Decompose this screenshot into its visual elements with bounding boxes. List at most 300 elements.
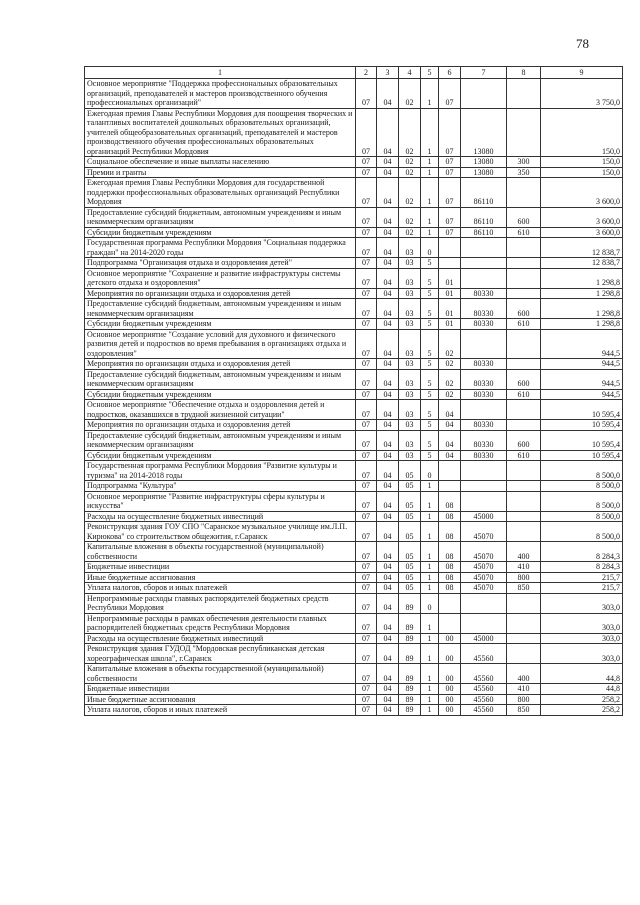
table-row bbox=[85, 108, 623, 157]
code-cell-3: 04 bbox=[377, 694, 399, 705]
code-cell-8: 410 bbox=[507, 684, 541, 695]
code-cell-2: 07 bbox=[356, 542, 377, 562]
code-cell-4: 03 bbox=[399, 299, 421, 319]
code-cell-6: 00 bbox=[439, 694, 461, 705]
code-cell-7 bbox=[461, 400, 507, 420]
code-cell-6 bbox=[439, 238, 461, 258]
code-cell-4: 03 bbox=[399, 400, 421, 420]
code-cell-3: 04 bbox=[377, 572, 399, 583]
code-cell-2: 07 bbox=[356, 694, 377, 705]
code-cell-8 bbox=[507, 359, 541, 370]
amount-cell: 303,0 bbox=[541, 633, 623, 644]
amount-cell: 150,0 bbox=[541, 108, 623, 157]
code-cell-7 bbox=[461, 79, 507, 109]
amount-cell: 150,0 bbox=[541, 167, 623, 178]
table-row bbox=[85, 644, 623, 664]
code-cell-4: 03 bbox=[399, 319, 421, 330]
code-cell-6: 08 bbox=[439, 542, 461, 562]
row-name-cell: Непрограммные расходы в рамках обеспечения деятельности главных распорядителей бюджетных средств Республики Мордовия bbox=[85, 613, 356, 633]
table-row bbox=[85, 369, 623, 389]
col-header-9: 9 bbox=[541, 67, 623, 79]
code-cell-2: 07 bbox=[356, 511, 377, 522]
code-cell-4: 89 bbox=[399, 633, 421, 644]
row-name-cell: Субсидии бюджетным учреждениям bbox=[85, 227, 356, 238]
code-cell-7: 80330 bbox=[461, 369, 507, 389]
code-cell-3: 04 bbox=[377, 359, 399, 370]
code-cell-6: 08 bbox=[439, 562, 461, 573]
code-cell-4: 03 bbox=[399, 268, 421, 288]
code-cell-4: 89 bbox=[399, 684, 421, 695]
code-cell-7 bbox=[461, 593, 507, 613]
amount-cell: 303,0 bbox=[541, 613, 623, 633]
code-cell-8: 400 bbox=[507, 664, 541, 684]
code-cell-4: 89 bbox=[399, 644, 421, 664]
code-cell-8: 850 bbox=[507, 583, 541, 594]
code-cell-6: 07 bbox=[439, 167, 461, 178]
code-cell-8: 300 bbox=[507, 157, 541, 168]
code-cell-5: 5 bbox=[421, 400, 439, 420]
row-name-cell: Реконструкция здания ГУДОД "Мордовская республиканская детская хореографическая школа", г.Саранск bbox=[85, 644, 356, 664]
code-cell-3: 04 bbox=[377, 593, 399, 613]
code-cell-2: 07 bbox=[356, 613, 377, 633]
table-row bbox=[85, 593, 623, 613]
code-cell-7: 45070 bbox=[461, 562, 507, 573]
row-name-cell: Мероприятия по организации отдыха и оздоровления детей bbox=[85, 288, 356, 299]
code-cell-4: 02 bbox=[399, 79, 421, 109]
code-cell-6: 07 bbox=[439, 178, 461, 208]
amount-cell: 944,5 bbox=[541, 329, 623, 359]
code-cell-2: 07 bbox=[356, 79, 377, 109]
code-cell-4: 03 bbox=[399, 288, 421, 299]
code-cell-7: 86110 bbox=[461, 178, 507, 208]
code-cell-4: 03 bbox=[399, 329, 421, 359]
row-name-cell: Премии и гранты bbox=[85, 167, 356, 178]
row-name-cell: Предоставление субсидий бюджетным, автономным учреждениям и иным некоммерческим организациям bbox=[85, 369, 356, 389]
code-cell-8: 600 bbox=[507, 430, 541, 450]
code-cell-5: 0 bbox=[421, 238, 439, 258]
table-row bbox=[85, 694, 623, 705]
code-cell-8 bbox=[507, 420, 541, 431]
code-cell-8 bbox=[507, 633, 541, 644]
amount-cell: 3 600,0 bbox=[541, 178, 623, 208]
code-cell-7 bbox=[461, 268, 507, 288]
code-cell-2: 07 bbox=[356, 522, 377, 542]
code-cell-2: 07 bbox=[356, 258, 377, 269]
row-name-cell: Основное мероприятие "Сохранение и развитие инфраструктуры системы детского отдыха и оздоровления" bbox=[85, 268, 356, 288]
code-cell-3: 04 bbox=[377, 644, 399, 664]
table-row bbox=[85, 157, 623, 168]
code-cell-5: 5 bbox=[421, 258, 439, 269]
amount-cell: 44,8 bbox=[541, 664, 623, 684]
code-cell-4: 05 bbox=[399, 542, 421, 562]
code-cell-4: 02 bbox=[399, 167, 421, 178]
code-cell-4: 05 bbox=[399, 491, 421, 511]
amount-cell: 10 595,4 bbox=[541, 450, 623, 461]
amount-cell: 3 600,0 bbox=[541, 227, 623, 238]
code-cell-3: 04 bbox=[377, 157, 399, 168]
code-cell-4: 02 bbox=[399, 227, 421, 238]
code-cell-3: 04 bbox=[377, 108, 399, 157]
code-cell-7 bbox=[461, 329, 507, 359]
table-row bbox=[85, 633, 623, 644]
col-header-5: 5 bbox=[421, 67, 439, 79]
amount-cell: 8 284,3 bbox=[541, 562, 623, 573]
code-cell-5: 1 bbox=[421, 613, 439, 633]
col-header-7: 7 bbox=[461, 67, 507, 79]
table-row bbox=[85, 178, 623, 208]
col-header-4: 4 bbox=[399, 67, 421, 79]
row-name-cell: Расходы на осуществление бюджетных инвестиций bbox=[85, 633, 356, 644]
table-row bbox=[85, 511, 623, 522]
code-cell-7: 80330 bbox=[461, 420, 507, 431]
table-row bbox=[85, 684, 623, 695]
code-cell-4: 03 bbox=[399, 430, 421, 450]
code-cell-7: 80330 bbox=[461, 288, 507, 299]
code-cell-7 bbox=[461, 491, 507, 511]
amount-cell: 303,0 bbox=[541, 593, 623, 613]
code-cell-6: 01 bbox=[439, 319, 461, 330]
code-cell-2: 07 bbox=[356, 157, 377, 168]
code-cell-8: 400 bbox=[507, 542, 541, 562]
row-name-cell: Государственная программа Республики Мордовия "Развитие культуры и туризма" на 2014-2018 годы bbox=[85, 461, 356, 481]
row-name-cell: Иные бюджетные ассигнования bbox=[85, 694, 356, 705]
code-cell-6: 01 bbox=[439, 299, 461, 319]
code-cell-6: 01 bbox=[439, 288, 461, 299]
code-cell-2: 07 bbox=[356, 400, 377, 420]
row-name-cell: Иные бюджетные ассигнования bbox=[85, 572, 356, 583]
code-cell-7: 80330 bbox=[461, 450, 507, 461]
table-row bbox=[85, 268, 623, 288]
code-cell-2: 07 bbox=[356, 644, 377, 664]
code-cell-5: 5 bbox=[421, 299, 439, 319]
code-cell-7: 45560 bbox=[461, 694, 507, 705]
code-cell-6: 00 bbox=[439, 664, 461, 684]
row-name-cell: Ежегодная премия Главы Республики Мордовия для поощрения творческих и талантливых воспитателей дошкольных образовательных организаций, учителей общеобразовательных организаций, преподавателей и мастеров производственного обучения профессиональных образовательных организаций Республики Мордовия bbox=[85, 108, 356, 157]
code-cell-4: 05 bbox=[399, 481, 421, 492]
row-name-cell: Уплата налогов, сборов и иных платежей bbox=[85, 705, 356, 716]
code-cell-8 bbox=[507, 522, 541, 542]
code-cell-7: 13080 bbox=[461, 108, 507, 157]
code-cell-5: 1 bbox=[421, 644, 439, 664]
code-cell-4: 03 bbox=[399, 238, 421, 258]
code-cell-5: 0 bbox=[421, 593, 439, 613]
code-cell-3: 04 bbox=[377, 258, 399, 269]
row-name-cell: Государственная программа Республики Мордовия "Социальная поддержка граждан" на 2014-2020 годы bbox=[85, 238, 356, 258]
code-cell-6: 02 bbox=[439, 359, 461, 370]
code-cell-2: 07 bbox=[356, 268, 377, 288]
code-cell-5: 1 bbox=[421, 108, 439, 157]
code-cell-5: 5 bbox=[421, 329, 439, 359]
code-cell-2: 07 bbox=[356, 369, 377, 389]
code-cell-4: 02 bbox=[399, 178, 421, 208]
amount-cell: 12 838,7 bbox=[541, 238, 623, 258]
code-cell-3: 04 bbox=[377, 400, 399, 420]
code-cell-8: 410 bbox=[507, 562, 541, 573]
code-cell-5: 1 bbox=[421, 572, 439, 583]
code-cell-8: 800 bbox=[507, 694, 541, 705]
code-cell-8 bbox=[507, 491, 541, 511]
row-name-cell: Бюджетные инвестиции bbox=[85, 562, 356, 573]
code-cell-5: 1 bbox=[421, 79, 439, 109]
code-cell-5: 1 bbox=[421, 481, 439, 492]
code-cell-2: 07 bbox=[356, 572, 377, 583]
code-cell-2: 07 bbox=[356, 583, 377, 594]
code-cell-6 bbox=[439, 593, 461, 613]
table-row bbox=[85, 562, 623, 573]
code-cell-6: 08 bbox=[439, 572, 461, 583]
code-cell-8 bbox=[507, 593, 541, 613]
code-cell-7 bbox=[461, 258, 507, 269]
code-cell-2: 07 bbox=[356, 178, 377, 208]
code-cell-6 bbox=[439, 461, 461, 481]
code-cell-5: 5 bbox=[421, 450, 439, 461]
code-cell-8 bbox=[507, 461, 541, 481]
row-name-cell: Непрограммные расходы главных распорядителей бюджетных средств Республики Мордовия bbox=[85, 593, 356, 613]
code-cell-6: 01 bbox=[439, 268, 461, 288]
amount-cell: 12 838,7 bbox=[541, 258, 623, 269]
code-cell-2: 07 bbox=[356, 227, 377, 238]
code-cell-6: 08 bbox=[439, 583, 461, 594]
code-cell-5: 5 bbox=[421, 420, 439, 431]
code-cell-6: 07 bbox=[439, 108, 461, 157]
code-cell-4: 03 bbox=[399, 450, 421, 461]
code-cell-4: 89 bbox=[399, 705, 421, 716]
code-cell-4: 02 bbox=[399, 157, 421, 168]
amount-cell: 1 298,8 bbox=[541, 299, 623, 319]
code-cell-3: 04 bbox=[377, 227, 399, 238]
col-header-1: 1 bbox=[85, 67, 356, 79]
code-cell-3: 04 bbox=[377, 522, 399, 542]
code-cell-6 bbox=[439, 258, 461, 269]
amount-cell: 258,2 bbox=[541, 694, 623, 705]
amount-cell: 8 500,0 bbox=[541, 481, 623, 492]
amount-cell: 3 600,0 bbox=[541, 207, 623, 227]
code-cell-6: 07 bbox=[439, 79, 461, 109]
code-cell-8 bbox=[507, 613, 541, 633]
table-row bbox=[85, 430, 623, 450]
row-name-cell: Капитальные вложения в объекты государственной (муниципальной) собственности bbox=[85, 664, 356, 684]
code-cell-3: 04 bbox=[377, 562, 399, 573]
amount-cell: 215,7 bbox=[541, 572, 623, 583]
code-cell-5: 1 bbox=[421, 511, 439, 522]
code-cell-7: 45070 bbox=[461, 542, 507, 562]
row-name-cell: Социальное обеспечение и иные выплаты населению bbox=[85, 157, 356, 168]
code-cell-8 bbox=[507, 238, 541, 258]
table-row bbox=[85, 522, 623, 542]
code-cell-5: 1 bbox=[421, 178, 439, 208]
code-cell-6: 04 bbox=[439, 420, 461, 431]
code-cell-7: 80330 bbox=[461, 299, 507, 319]
code-cell-8: 610 bbox=[507, 389, 541, 400]
col-header-2: 2 bbox=[356, 67, 377, 79]
table-row bbox=[85, 542, 623, 562]
amount-cell: 8 500,0 bbox=[541, 511, 623, 522]
row-name-cell: Бюджетные инвестиции bbox=[85, 684, 356, 695]
row-name-cell: Подпрограмма "Организация отдыха и оздоровления детей" bbox=[85, 258, 356, 269]
code-cell-5: 5 bbox=[421, 389, 439, 400]
table-row bbox=[85, 461, 623, 481]
code-cell-2: 07 bbox=[356, 108, 377, 157]
code-cell-6: 00 bbox=[439, 705, 461, 716]
code-cell-4: 05 bbox=[399, 511, 421, 522]
code-cell-5: 1 bbox=[421, 207, 439, 227]
code-cell-4: 02 bbox=[399, 207, 421, 227]
amount-cell: 8 500,0 bbox=[541, 522, 623, 542]
amount-cell: 8 500,0 bbox=[541, 461, 623, 481]
code-cell-8: 350 bbox=[507, 167, 541, 178]
code-cell-8: 610 bbox=[507, 450, 541, 461]
code-cell-6: 00 bbox=[439, 633, 461, 644]
code-cell-2: 07 bbox=[356, 664, 377, 684]
code-cell-8 bbox=[507, 481, 541, 492]
code-cell-7: 80330 bbox=[461, 430, 507, 450]
code-cell-6: 07 bbox=[439, 227, 461, 238]
code-cell-7: 45560 bbox=[461, 705, 507, 716]
code-cell-8 bbox=[507, 644, 541, 664]
row-name-cell: Мероприятия по организации отдыха и оздоровления детей bbox=[85, 359, 356, 370]
code-cell-3: 04 bbox=[377, 329, 399, 359]
code-cell-3: 04 bbox=[377, 167, 399, 178]
budget-table bbox=[84, 66, 623, 716]
table-row bbox=[85, 299, 623, 319]
code-cell-7: 80330 bbox=[461, 359, 507, 370]
code-cell-7: 45560 bbox=[461, 684, 507, 695]
table-row bbox=[85, 238, 623, 258]
code-cell-3: 04 bbox=[377, 79, 399, 109]
table-row bbox=[85, 583, 623, 594]
code-cell-3: 04 bbox=[377, 207, 399, 227]
code-cell-3: 04 bbox=[377, 389, 399, 400]
amount-cell: 150,0 bbox=[541, 157, 623, 168]
code-cell-3: 04 bbox=[377, 369, 399, 389]
code-cell-7: 80330 bbox=[461, 319, 507, 330]
code-cell-4: 03 bbox=[399, 389, 421, 400]
row-name-cell: Основное мероприятие "Обеспечение отдыха и оздоровления детей и подростков, оказавшихся в трудной жизненной ситуации" bbox=[85, 400, 356, 420]
code-cell-7: 86110 bbox=[461, 207, 507, 227]
code-cell-2: 07 bbox=[356, 633, 377, 644]
code-cell-7: 13080 bbox=[461, 157, 507, 168]
amount-cell: 1 298,8 bbox=[541, 268, 623, 288]
code-cell-5: 5 bbox=[421, 430, 439, 450]
code-cell-4: 89 bbox=[399, 694, 421, 705]
table-row bbox=[85, 359, 623, 370]
row-name-cell: Уплата налогов, сборов и иных платежей bbox=[85, 583, 356, 594]
code-cell-7 bbox=[461, 481, 507, 492]
code-cell-7: 45560 bbox=[461, 664, 507, 684]
code-cell-3: 04 bbox=[377, 450, 399, 461]
code-cell-3: 04 bbox=[377, 461, 399, 481]
code-cell-3: 04 bbox=[377, 481, 399, 492]
code-cell-5: 1 bbox=[421, 684, 439, 695]
code-cell-7: 80330 bbox=[461, 389, 507, 400]
code-cell-8 bbox=[507, 108, 541, 157]
amount-cell: 1 298,8 bbox=[541, 319, 623, 330]
code-cell-4: 05 bbox=[399, 522, 421, 542]
code-cell-8 bbox=[507, 258, 541, 269]
row-name-cell: Основное мероприятие "Развитие инфраструктуры сферы культуры и искусства" bbox=[85, 491, 356, 511]
code-cell-4: 03 bbox=[399, 420, 421, 431]
amount-cell: 944,5 bbox=[541, 389, 623, 400]
code-cell-2: 07 bbox=[356, 238, 377, 258]
code-cell-5: 5 bbox=[421, 268, 439, 288]
code-cell-6 bbox=[439, 613, 461, 633]
amount-cell: 44,8 bbox=[541, 684, 623, 695]
code-cell-3: 04 bbox=[377, 613, 399, 633]
col-header-8: 8 bbox=[507, 67, 541, 79]
code-cell-2: 07 bbox=[356, 593, 377, 613]
code-cell-7: 86110 bbox=[461, 227, 507, 238]
code-cell-3: 04 bbox=[377, 633, 399, 644]
code-cell-5: 1 bbox=[421, 694, 439, 705]
table-row bbox=[85, 167, 623, 178]
code-cell-6: 02 bbox=[439, 369, 461, 389]
code-cell-6 bbox=[439, 481, 461, 492]
amount-cell: 215,7 bbox=[541, 583, 623, 594]
table-row bbox=[85, 664, 623, 684]
code-cell-2: 07 bbox=[356, 705, 377, 716]
code-cell-8: 610 bbox=[507, 319, 541, 330]
table-row bbox=[85, 207, 623, 227]
col-header-3: 3 bbox=[377, 67, 399, 79]
amount-cell: 10 595,4 bbox=[541, 400, 623, 420]
code-cell-3: 04 bbox=[377, 238, 399, 258]
code-cell-7: 45070 bbox=[461, 572, 507, 583]
row-name-cell: Мероприятия по организации отдыха и оздоровления детей bbox=[85, 420, 356, 431]
amount-cell: 944,5 bbox=[541, 369, 623, 389]
code-cell-3: 04 bbox=[377, 684, 399, 695]
code-cell-8: 600 bbox=[507, 369, 541, 389]
code-cell-2: 07 bbox=[356, 450, 377, 461]
code-cell-6: 00 bbox=[439, 644, 461, 664]
code-cell-8: 600 bbox=[507, 207, 541, 227]
code-cell-4: 03 bbox=[399, 359, 421, 370]
code-cell-2: 07 bbox=[356, 359, 377, 370]
code-cell-8 bbox=[507, 400, 541, 420]
code-cell-4: 05 bbox=[399, 572, 421, 583]
code-cell-4: 03 bbox=[399, 258, 421, 269]
code-cell-6: 02 bbox=[439, 329, 461, 359]
code-cell-3: 04 bbox=[377, 542, 399, 562]
amount-cell: 8 284,3 bbox=[541, 542, 623, 562]
code-cell-5: 1 bbox=[421, 583, 439, 594]
row-name-cell: Предоставление субсидий бюджетным, автономным учреждениям и иным некоммерческим организациям bbox=[85, 430, 356, 450]
amount-cell: 944,5 bbox=[541, 359, 623, 370]
code-cell-8: 610 bbox=[507, 227, 541, 238]
code-cell-3: 04 bbox=[377, 511, 399, 522]
code-cell-4: 05 bbox=[399, 583, 421, 594]
row-name-cell: Предоставление субсидий бюджетным, автономным учреждениям и иным некоммерческим организациям bbox=[85, 299, 356, 319]
code-cell-6: 04 bbox=[439, 450, 461, 461]
code-cell-5: 1 bbox=[421, 491, 439, 511]
code-cell-3: 04 bbox=[377, 430, 399, 450]
code-cell-6: 08 bbox=[439, 511, 461, 522]
code-cell-8 bbox=[507, 178, 541, 208]
row-name-cell: Расходы на осуществление бюджетных инвестиций bbox=[85, 511, 356, 522]
code-cell-2: 07 bbox=[356, 481, 377, 492]
code-cell-2: 07 bbox=[356, 684, 377, 695]
code-cell-7: 45000 bbox=[461, 511, 507, 522]
row-name-cell: Основное мероприятие "Создание условий для духовного и физического развития детей и подростков во время пребывания в организациях отдыха и оздоровления" bbox=[85, 329, 356, 359]
table-row bbox=[85, 389, 623, 400]
table-row bbox=[85, 613, 623, 633]
code-cell-2: 07 bbox=[356, 389, 377, 400]
code-cell-7: 45000 bbox=[461, 633, 507, 644]
code-cell-2: 07 bbox=[356, 319, 377, 330]
code-cell-3: 04 bbox=[377, 420, 399, 431]
code-cell-6: 00 bbox=[439, 684, 461, 695]
table-row bbox=[85, 319, 623, 330]
table-row bbox=[85, 491, 623, 511]
